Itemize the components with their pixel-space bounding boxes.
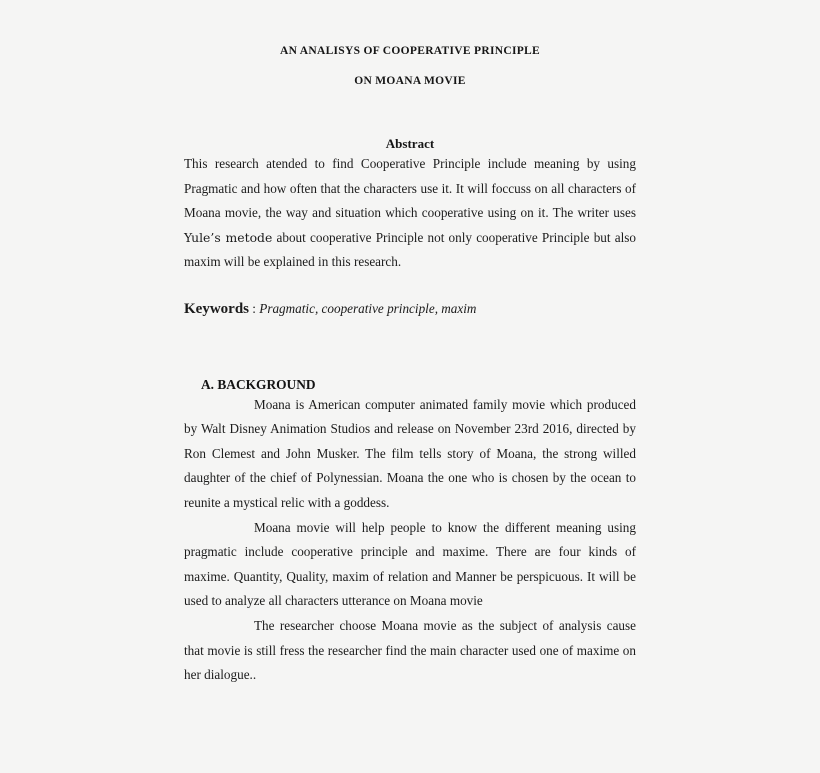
keywords-label: Keywords bbox=[184, 300, 249, 317]
document-title bbox=[0, 36, 820, 96]
document-body bbox=[184, 152, 636, 688]
keywords-terms: Pragmatic, cooperative principle, maxim bbox=[259, 300, 477, 316]
keywords-separator: : bbox=[249, 300, 260, 316]
title-line-2: ON MOANA MOVIE bbox=[354, 75, 466, 87]
abstract-text-part-1: This research atended to find Cooperative Principle include meaning by using Pragmatic and how often that the characters use it. It will foccuss on all characters of Moana movie, the way and situation which cooperative using on it. The writer uses bbox=[184, 156, 636, 221]
title-line-1: AN ANALISYS OF COOPERATIVE PRINCIPLE bbox=[280, 45, 540, 57]
abstract-text-emphasis: Yule’s metode bbox=[184, 229, 273, 245]
background-paragraph-3: The researcher choose Moana movie as the subject of analysis cause that movie is still fress the researcher find the main character used one of maxime on her dialogue.. bbox=[184, 617, 636, 683]
abstract-heading: Abstract bbox=[385, 136, 435, 151]
background-paragraph-2: Moana movie will help people to know the different meaning using pragmatic include cooperative principle and maxime. There are four kinds of maxime. Quantity, Quality, maxim of relation and Manner be perspicuous. It will be used to analyze all characters utterance on Moana movie bbox=[184, 519, 636, 609]
keywords-line bbox=[184, 297, 636, 322]
background-paragraph-1: Moana is American computer animated family movie which produced by Walt Disney Animation Studios and release on November 23rd 2016, directed by Ron Clemest and John Musker. The film tells story of Moana, the strong willed daughter of the chief of Polynessian. Moana the one who is chosen by the ocean to reunite a mystical relic with a goddess. bbox=[184, 396, 636, 510]
document-page bbox=[0, 36, 820, 773]
abstract-text-part-2: about cooperative Principle not only cooperative Principle but also maxim will be explained in this research. bbox=[184, 229, 636, 270]
abstract-paragraph bbox=[184, 152, 636, 275]
section-heading-background: A. BACKGROUND bbox=[201, 376, 316, 392]
